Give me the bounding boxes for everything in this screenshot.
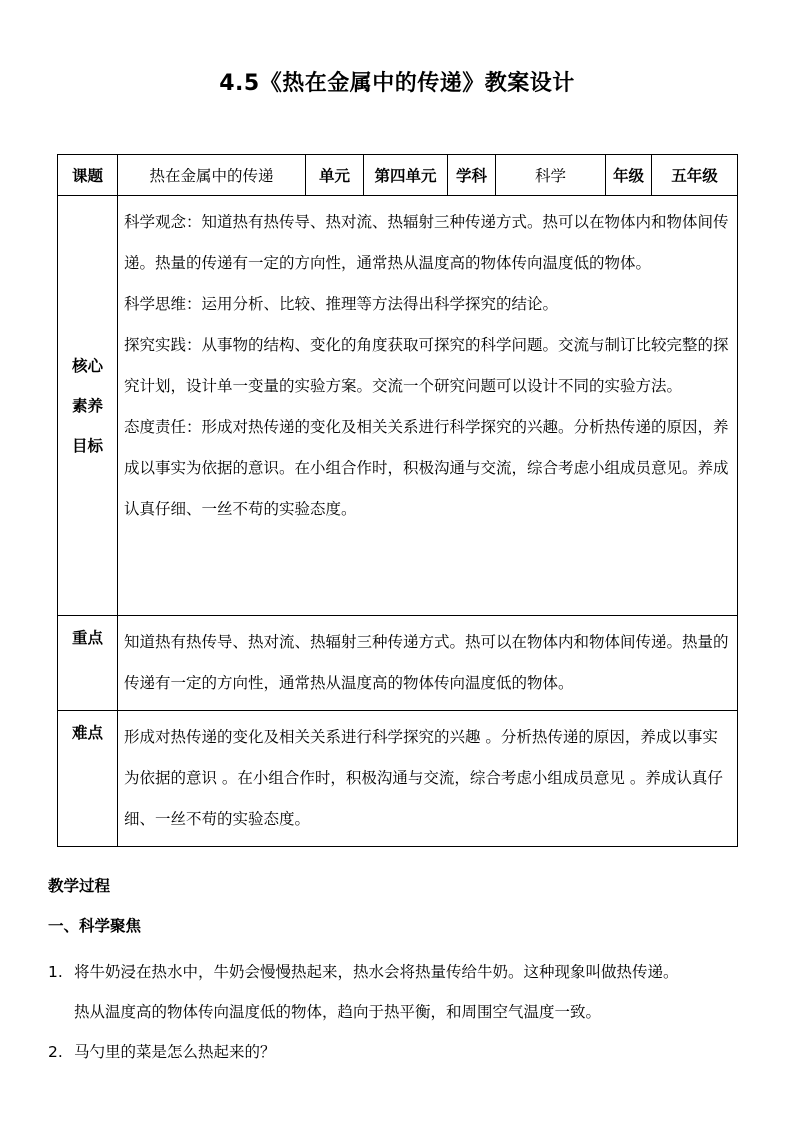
unit-label: 单元 bbox=[306, 155, 364, 196]
list-item bbox=[48, 1032, 768, 1072]
key-point-label: 重点 bbox=[58, 616, 118, 711]
core-paragraph: 探究实践：从事物的结构、变化的角度获取可探究的科学问题。交流与制订比较完整的探究计划，设计单一变量的实验方案。交流一个研究问题可以设计不同的实验方法。 bbox=[124, 336, 729, 395]
item-continuation: 热从温度高的物体传向温度低的物体，趋向于热平衡，和周围空气温度一致。 bbox=[74, 1003, 602, 1021]
difficult-point-row bbox=[58, 711, 738, 847]
difficult-point-paragraph: 形成对热传递的变化及相关关系进行科学探究的兴趣 。分析热传递的原因，养成以事实为依据的意识 。在小组合作时，积极沟通与交流，综合考虑小组成员意见 。养成认真仔细、一丝不苟的实验态度。 bbox=[124, 728, 723, 828]
core-label-line: 素养 bbox=[71, 396, 103, 415]
grade-value: 五年级 bbox=[652, 155, 738, 196]
process-heading: 教学过程 bbox=[48, 877, 111, 895]
core-row bbox=[58, 196, 738, 616]
course-label: 课题 bbox=[58, 155, 118, 196]
course-value: 热在金属中的传递 bbox=[118, 155, 306, 196]
teaching-process bbox=[48, 872, 768, 1072]
unit-value: 第四单元 bbox=[364, 155, 448, 196]
item-text: 将牛奶浸在热水中，牛奶会慢慢热起来，热水会将热量传给牛奶。这种现象叫做热传递。 bbox=[74, 963, 679, 981]
core-label-line: 目标 bbox=[71, 436, 103, 455]
page-title: 4.5《热在金属中的传递》教案设计 bbox=[219, 71, 575, 96]
item-number: 2. bbox=[48, 1043, 63, 1061]
header-row bbox=[58, 155, 738, 196]
lesson-plan-table bbox=[57, 154, 738, 847]
list-item bbox=[48, 952, 768, 992]
difficult-point-text bbox=[118, 711, 738, 847]
subject-label: 学科 bbox=[448, 155, 496, 196]
section-heading: 一、科学聚焦 bbox=[48, 917, 142, 935]
core-paragraph: 态度责任：形成对热传递的变化及相关关系进行科学探究的兴趣。分析热传递的原因，养成以事实为依据的意识。在小组合作时，积极沟通与交流，综合考虑小组成员意见。养成认真仔细、一丝不苟的实验态度。 bbox=[124, 418, 729, 518]
key-point-paragraph: 知道热有热传导、热对流、热辐射三种传递方式。热可以在物体内和物体间传递。热量的传递有一定的方向性，通常热从温度高的物体传向温度低的物体。 bbox=[124, 633, 729, 692]
key-point-text bbox=[118, 616, 738, 711]
core-paragraph: 科学观念：知道热有热传导、热对流、热辐射三种传递方式。热可以在物体内和物体间传递。热量的传递有一定的方向性，通常热从温度高的物体传向温度低的物体。 bbox=[124, 213, 729, 272]
core-paragraph: 科学思维：运用分析、比较、推理等方法得出科学探究的结论。 bbox=[124, 295, 559, 313]
subject-value: 科学 bbox=[496, 155, 606, 196]
core-label bbox=[58, 196, 118, 616]
core-label-line: 核心 bbox=[71, 356, 103, 375]
core-content bbox=[118, 196, 738, 616]
item-number: 1. bbox=[48, 963, 63, 981]
item-text: 马勺里的菜是怎么热起来的？ bbox=[74, 1043, 276, 1061]
grade-label: 年级 bbox=[606, 155, 652, 196]
key-point-row bbox=[58, 616, 738, 711]
difficult-point-label: 难点 bbox=[58, 711, 118, 847]
